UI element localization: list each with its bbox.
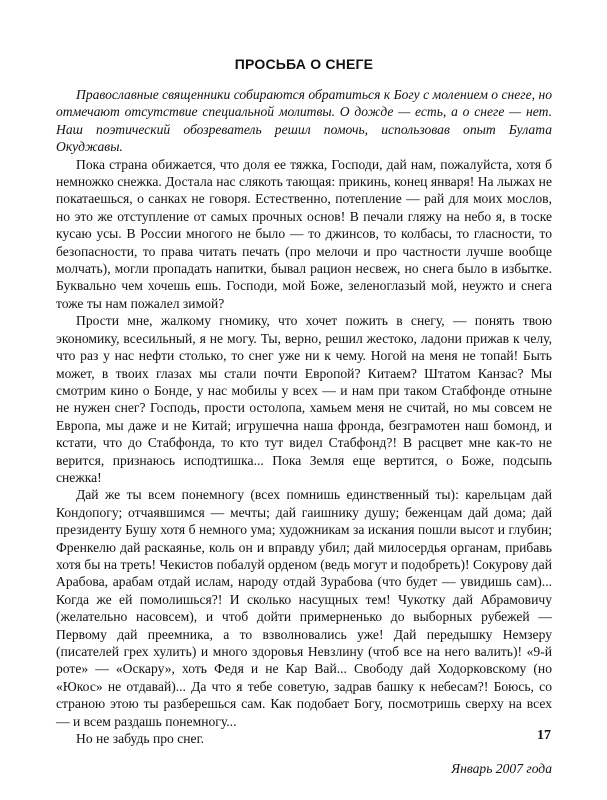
article-paragraph: Но не забудь про снег. <box>76 731 205 747</box>
article-lead: Православные священники собираются обратиться к Богу с молением о снеге, но отмечают отсутствие специальной молитвы. О дожде — есть, а о снеге — нет. Наш поэтический обозреватель решил помочь, использовав опыт Булата Окуджавы. <box>56 87 552 155</box>
article-paragraph: Дай же ты всем понемногу (всех помнишь единственный ты): карельцам дай Кондопогу; отчаявшимся — мечты; дай гаишнику душу; беженцам дай дома; дай президенту Бушу хотя б немного ума; художникам за искания пошли высот и глубин; Френкелю дай раскаянье, коль он и вправду убил; дай милосердья органам, прибавь хотя бы на треть! Чекистов побалуй орденом (ведь могут и подобреть)! Сокурову дай Арабова, арабам отдай ислам, народу отдай Зурабова (что будет — увидишь сам)... Когда же ей помолишься?! И сколько насущных тем! Чукотку дай Абрамовичу (желательно насовсем), и чтоб дойти примерненько до выборных рубежей — Первому дай преемника, а то взволновались уже! Дай передышку Немзеру (писателей грех хулить) и много здоровья Невзлину (чтоб все на него валить)! «9-й роте» — «Оскару», хоть Федя и не Кар Вай... Свободу дай Ходорковскому (но «Юкос» не отдавай)... Да что я тебе советую, задрав башку к небесам?! Боюсь, со страною этою ты разберешься сам. Как подобает Богу, посмотришь сверху на всех — и всем раздашь понемногу... <box>56 487 552 729</box>
article <box>56 56 552 777</box>
page-number: 17 <box>537 728 551 743</box>
article-paragraph: Пока страна обижается, что доля ее тяжка, Господи, дай нам, пожалуйста, хотя б немножко снежка. Достала нас слякоть тающая: прикинь, конец января! На лыжах не покатаешься, о санках не говоря. Естественно, потепление — рай для моих мослов, но это же отступление от самых прочных основ! В печали гляжу на небо я, в тоске кусаю усы. В России многого не было — то джинсов, то колбасы, то гласности, то безопасности, то права читать печать (про мелочи и про частности лучше вообще молчать), могли пропадать напитки, бывал рацион несвеж, но снега было в избытке. Буквально чем хочешь ешь. Господи, мой Боже, зеленоглазый мой, неужто и снега тоже ты нам пожалел зимой? <box>56 156 552 311</box>
article-signature: Январь 2007 года <box>451 761 552 777</box>
article-title: ПРОСЬБА О СНЕГЕ <box>234 56 374 72</box>
article-paragraph: Прости мне, жалкому гномику, что хочет пожить в снегу, — понять твою экономику, всесильный, я не могу. Ты, верно, решил жестоко, ладони прижав к челу, что раз у нас нефти столько, то снег уже ни к чему. Ногой на меня не топай! Быть может, в твоих глазах мы стали почти Европой? Китаем? Штатом Канзас? Мы смотрим кино о Бонде, у нас мобилы у всех — и нам при таком Стабфонде отныне не нужен снег? Господь, прости остолопа, хамьем меня не считай, но мы совсем не Европа, мы даже и не Китай; игрушечна наша фронда, безграмотен наш бомонд, и кстати, что до Стабфонда, то кто тут видел Стабфонд?! В расцвет мне как-то не верится, признаюсь исподтишка... Пока Земля еще вертится, о Боже, подсыпь снежка! <box>56 313 552 485</box>
